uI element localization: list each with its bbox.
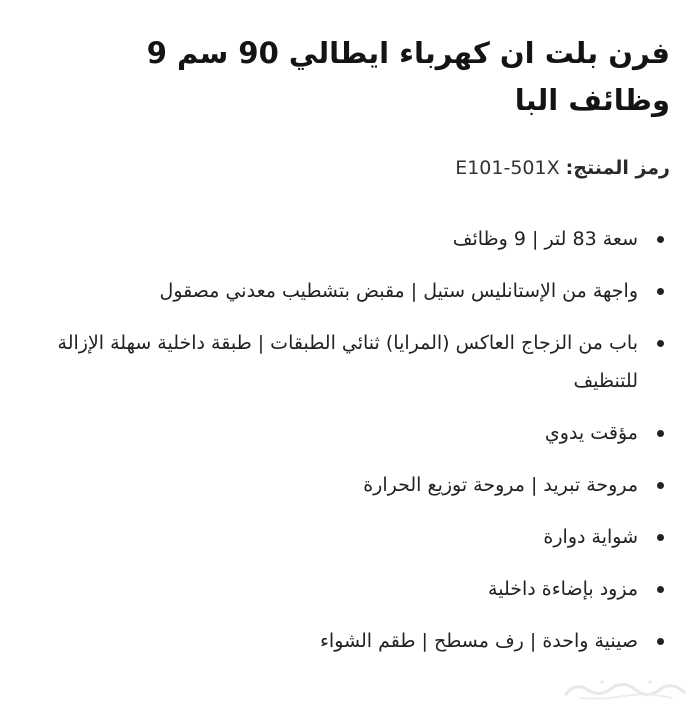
bullet-icon: [657, 534, 664, 541]
bullet-icon: [657, 288, 664, 295]
feature-item: [30, 272, 670, 310]
feature-item: [30, 414, 670, 452]
feature-item: [30, 466, 670, 504]
haraj-watermark-logo: [562, 676, 688, 702]
feature-text: صينية واحدة | رف مسطح | طقم الشواء: [320, 630, 638, 652]
bullet-icon: [657, 340, 664, 347]
feature-text: مؤقت يدوي: [544, 422, 638, 444]
feature-text: شواية دوارة: [543, 526, 638, 548]
feature-text: باب من الزجاج العاكس (المرايا) ثنائي الطبقات | طبقة داخلية سهلة الإزالة للتنظيف: [57, 332, 638, 392]
bullet-icon: [657, 638, 664, 645]
feature-item: [30, 622, 670, 660]
product-code-value: E101-501X: [455, 157, 560, 179]
feature-item: [30, 324, 670, 400]
product-title: فرن بلت ان كهرباء ايطالي 90 سم 9 وظائف البا: [146, 36, 670, 117]
product-code-label: رمز المنتج:: [565, 157, 670, 179]
feature-list: [30, 220, 670, 674]
bullet-icon: [657, 236, 664, 243]
feature-text: مزود بإضاءة داخلية: [488, 578, 638, 600]
feature-text: سعة 83 لتر | 9 وظائف: [452, 228, 638, 250]
bullet-icon: [657, 586, 664, 593]
feature-item: [30, 220, 670, 258]
feature-text: مروحة تبريد | مروحة توزيع الحرارة: [363, 474, 638, 496]
bullet-icon: [657, 430, 664, 437]
feature-item: [30, 570, 670, 608]
bullet-icon: [657, 482, 664, 489]
feature-item: [30, 518, 670, 556]
feature-text: واجهة من الإستانليس ستيل | مقبض بتشطيب معدني مصقول: [159, 280, 638, 302]
product-code: [455, 152, 670, 184]
